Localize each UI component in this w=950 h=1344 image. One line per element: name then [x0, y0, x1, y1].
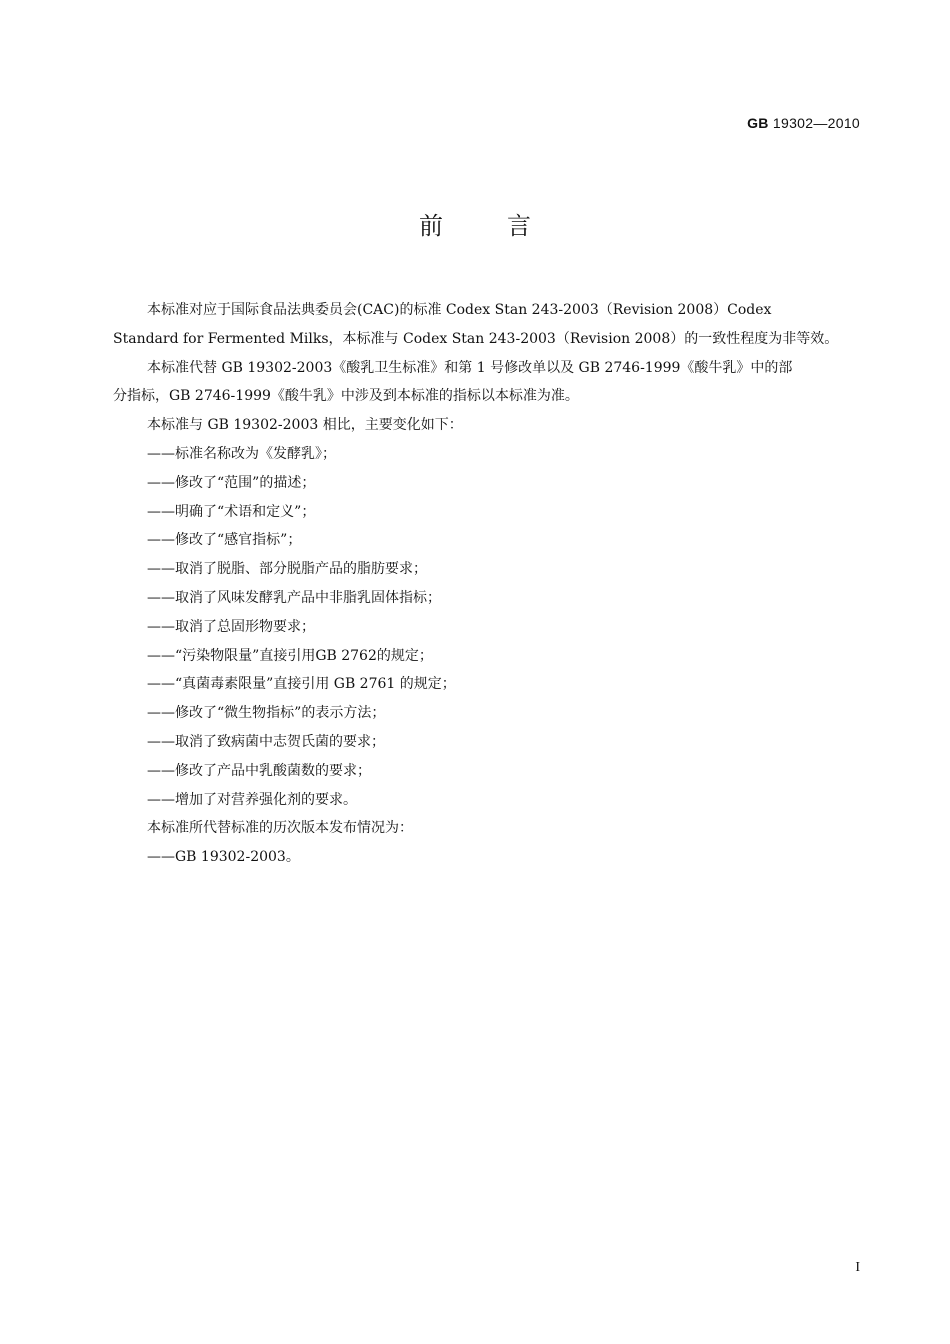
paragraph-line: 本标准对应于国际食品法典委员会(CAC)的标准 Codex Stan 243-2003（Revision 2008）Codex [147, 302, 772, 318]
paragraph-replacement [113, 354, 861, 412]
paragraph-line: 本标准代替 GB 19302-2003《酸乳卫生标准》和第 1 号修改单以及 GB 2746-1999《酸牛乳》中的部 [147, 359, 793, 376]
page-number: I [855, 1260, 860, 1275]
paragraph-line: 分指标，GB 2746-1999《酸牛乳》中涉及到本标准的指标以本标准为准。 [113, 388, 579, 405]
page-title [0, 206, 950, 241]
list-item: ——取消了致病菌中志贺氏菌的要求； [147, 733, 385, 750]
title-char-2: 言 [507, 212, 531, 240]
list-item: ——取消了脱脂、部分脱脂产品的脂肪要求； [147, 561, 427, 578]
paragraph-changes-intro: 本标准与 GB 19302-2003 相比，主要变化如下： [147, 417, 463, 434]
paragraph-history-intro: 本标准所代替标准的历次版本发布情况为： [147, 820, 413, 837]
list-item: ——明确了“术语和定义”； [147, 503, 316, 520]
list-item: ——修改了“微生物指标”的表示方法； [147, 705, 386, 722]
list-item: ——GB 19302-2003。 [147, 849, 300, 866]
standard-prefix: GB [747, 115, 769, 131]
document-body [113, 296, 861, 872]
changes-list [113, 440, 861, 814]
list-item: ——修改了“感官指标”； [147, 532, 302, 549]
standard-number-header [747, 115, 860, 131]
paragraph-line: Standard for Fermented Milks，本标准与 Codex Stan 243-2003（Revision 2008）的一致性程度为非等效。 [113, 330, 839, 347]
paragraph-correspondence [113, 296, 861, 354]
list-item: ——取消了风味发酵乳产品中非脂乳固体指标； [147, 589, 441, 606]
list-item: ——“真菌毒素限量”直接引用 GB 2761 的规定； [147, 676, 456, 693]
list-item: ——修改了“范围”的描述； [147, 474, 316, 491]
list-item: ——增加了对营养强化剂的要求。 [147, 791, 357, 808]
list-item: ——取消了总固形物要求； [147, 618, 315, 635]
standard-code: 19302—2010 [772, 115, 860, 131]
list-item: ——“污染物限量”直接引用GB 2762的规定； [147, 647, 433, 664]
title-char-1: 前 [419, 212, 443, 240]
list-item: ——标准名称改为《发酵乳》； [147, 445, 336, 462]
history-list [113, 843, 861, 872]
list-item: ——修改了产品中乳酸菌数的要求； [147, 762, 371, 779]
